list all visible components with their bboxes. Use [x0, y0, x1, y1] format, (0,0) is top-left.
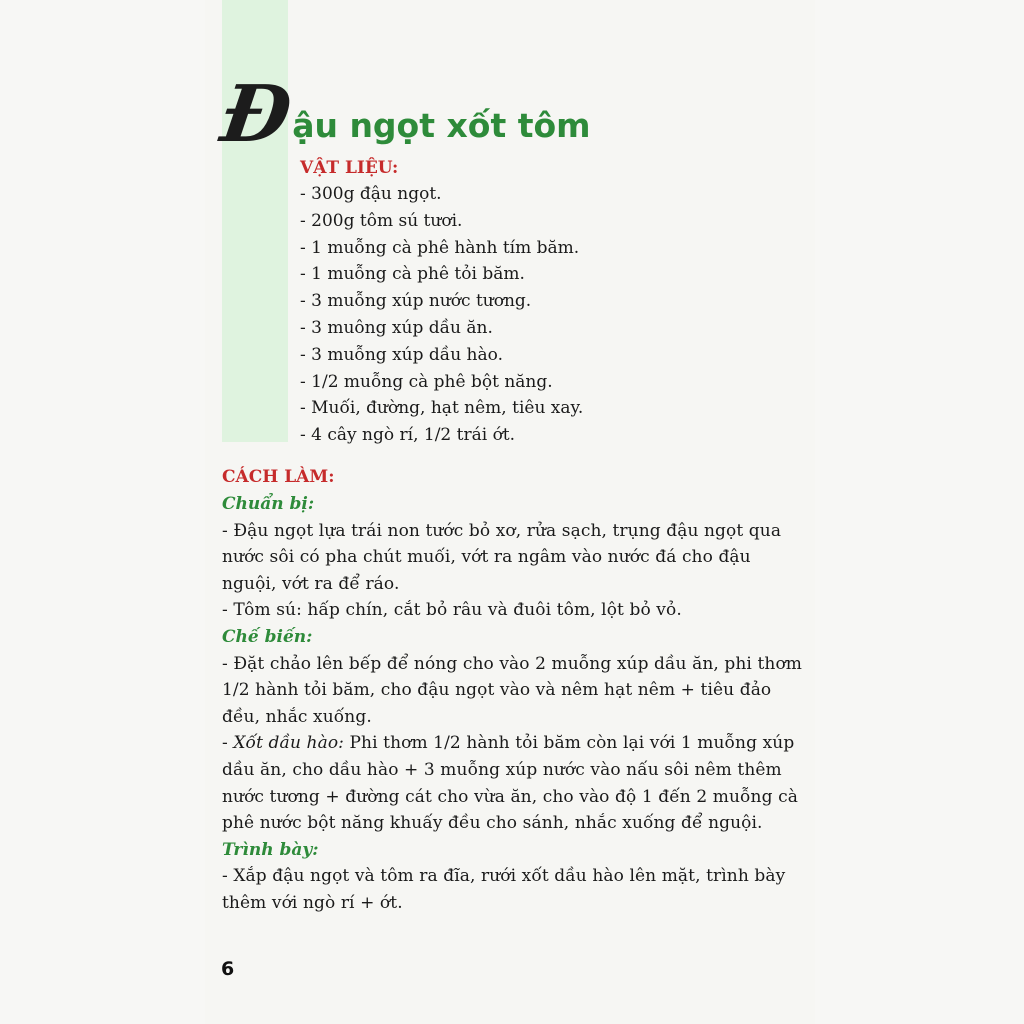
- sauce-text: Phi thơm 1/2 hành tỏi băm còn lại với 1 muỗng xúp dầu ăn, cho dầu hào + 3 muỗng xúp nước vào nấu sôi nêm thêm nước tương + đường cát cho vừa ăn, cho vào độ 1 đến 2 muỗng cà phê nước bột năng khuấy đều cho sánh, nhắc xuống để nguội.: [222, 733, 798, 834]
- material-item: - 3 muỗng xúp nước tương.: [300, 291, 532, 312]
- prep-paragraph: - Tôm sú: hấp chín, cắt bỏ râu và đuôi tôm, lột bỏ vỏ.: [222, 600, 682, 621]
- serve-paragraph: - Xắp đậu ngọt và tôm ra đĩa, rưới xốt dầu hào lên mặt, trình bày thêm với ngò rí + ớt.: [222, 866, 786, 913]
- material-item: - 3 muông xúp dầu ăn.: [300, 317, 493, 338]
- material-item: - 1/2 muỗng cà phê bột năng.: [300, 371, 553, 392]
- sauce-paragraph: [222, 730, 807, 836]
- materials-heading: VẬT LIỆU:: [300, 158, 399, 178]
- material-item: - 300g đậu ngọt.: [300, 184, 442, 204]
- sauce-prefix: -: [222, 733, 234, 754]
- cook-paragraph: - Đặt chảo lên bếp để nóng cho vào 2 muỗng xúp dầu ăn, phi thơm 1/2 hành tỏi băm, cho đậu ngọt vào và nêm hạt nêm + tiêu đảo đều, nhắc xuống.: [222, 653, 803, 727]
- method-heading: CÁCH LÀM:: [222, 467, 335, 487]
- sauce-label: Xốt dầu hào:: [233, 733, 344, 754]
- material-item: - 4 cây ngò rí, 1/2 trái ớt.: [300, 425, 516, 446]
- serve-heading: Trình bày:: [222, 839, 319, 860]
- method-section: [222, 463, 807, 917]
- recipe-title: [215, 69, 591, 160]
- title-text: ậu ngọt xốt tôm: [292, 106, 591, 145]
- material-item: - 1 muỗng cà phê hành tím băm.: [300, 237, 580, 258]
- material-item: - 200g tôm sú tươi.: [300, 210, 463, 231]
- prep-paragraph: - Đậu ngọt lựa trái non tước bỏ xơ, rửa sạch, trụng đậu ngọt qua nước sôi có pha chút muối, vớt ra ngâm vào nước đá cho đậu nguội, vớt ra để ráo.: [222, 520, 782, 594]
- title-initial-letter: Đ: [215, 69, 297, 160]
- page-number: 6: [221, 958, 235, 980]
- cook-heading: Chế biến:: [222, 626, 313, 647]
- material-item: - 3 muỗng xúp dầu hào.: [300, 344, 503, 365]
- green-decorative-band: [222, 0, 288, 442]
- materials-list: [300, 181, 583, 449]
- material-item: - 1 muỗng cà phê tỏi băm.: [300, 264, 525, 285]
- material-item: - Muối, đường, hạt nêm, tiêu xay.: [300, 398, 584, 419]
- prep-heading: Chuẩn bị:: [222, 494, 315, 514]
